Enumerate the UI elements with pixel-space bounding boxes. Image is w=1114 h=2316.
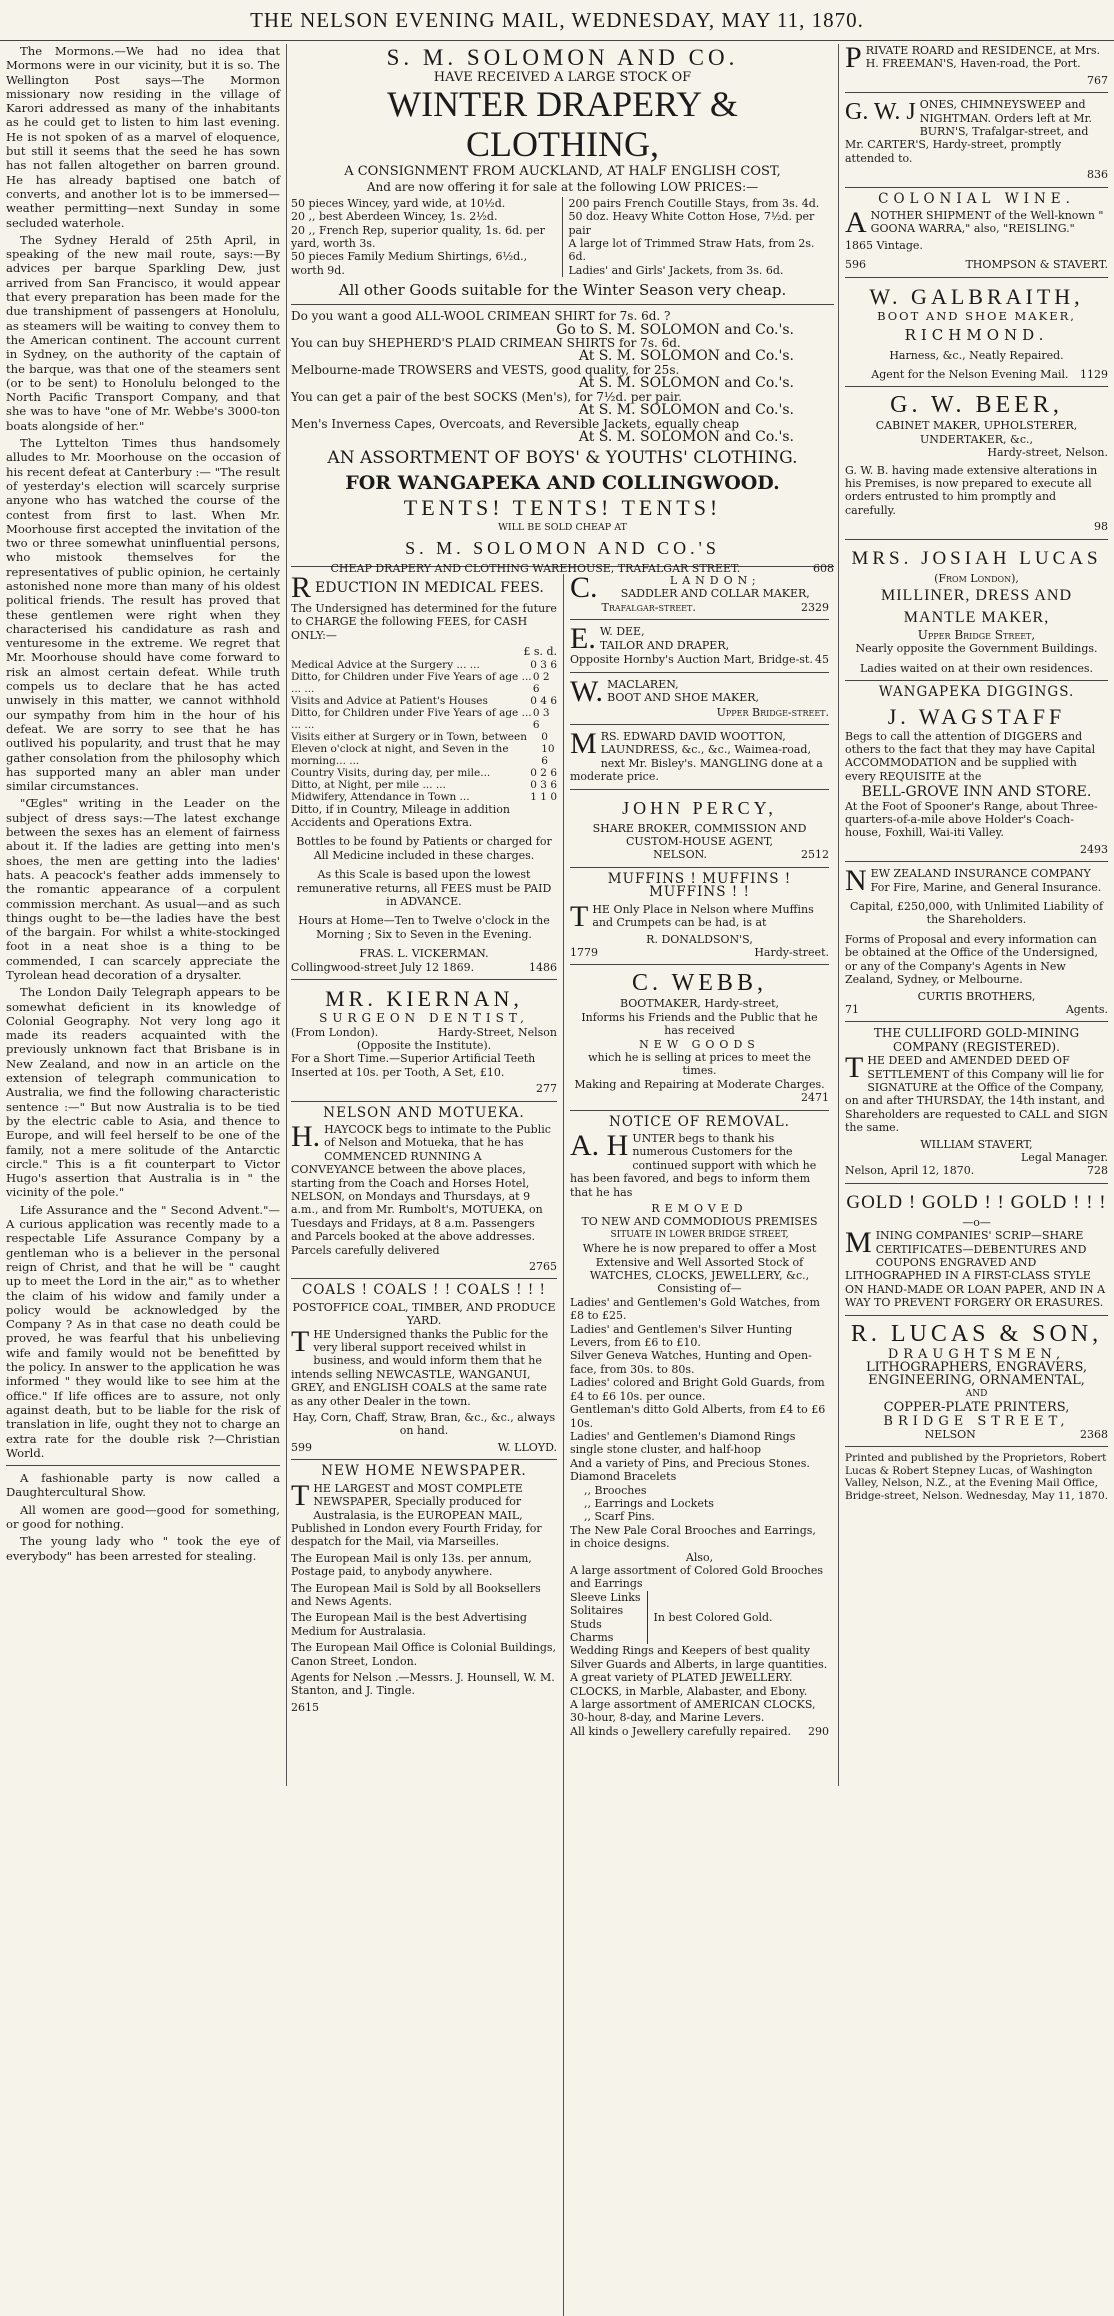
newspaper-ad	[291, 1465, 557, 1714]
fee-value: 0 3 6	[530, 658, 557, 671]
fees-hours: Hours at Home—Ten to Twelve o'clock in the Morning ; Six to Seven in the Evening.	[298, 914, 550, 941]
ornament: —o—	[962, 1215, 991, 1229]
landon-name: LANDON;	[669, 574, 761, 587]
news-mormons: The Mormons.—We had no idea that Mormons were in our vicinity, but it is so. The Wellington Post says—The Mormon missionary now residing in the village of Karori addressed as many of the inhabitants as he could get to listen to him last evening. He is not spoken of as a marvel of eloquence, but still it seems that the seed he has sown has not fallen altogether on barren ground. He has already baptised one batch of converts, and another lot is to be immersed—weather permitting—next Sunday in some secluded waterhole.	[6, 44, 280, 230]
kiernan-role: SURGEON DENTIST,	[319, 1011, 529, 1026]
maclaren-trade: BOOT AND SHOE MAKER,	[607, 691, 760, 705]
item-answer: Go to S. M. SOLOMON and Co.'s.	[556, 321, 794, 338]
hunter-ad	[570, 1113, 829, 1739]
solomon-offering: And are now offering it for sale at the following LOW PRICES:—	[366, 180, 759, 195]
ad-number: 71	[845, 1002, 859, 1016]
drop-cap: C.	[570, 571, 598, 604]
price-line: 50 pieces Family Medium Shirtings, 6½d., worth 9d.	[291, 250, 528, 277]
drop-cap: T	[570, 899, 589, 933]
culliford-text: HE DEED and AMENDED DEED OF SETTLEMENT of this Company will lie for SIGNATURE at the Office of the Company, on and after THURSDAY, the 14th instant, and Shareholders are requested to CALL and SIGN the same.	[845, 1054, 1108, 1135]
lucas-son-name: R. LUCAS & SON,	[850, 1320, 1103, 1347]
newspaper-line: The European Mail is Sold by all Booksellers and News Agents.	[291, 1581, 541, 1608]
drop-cap: A	[845, 206, 867, 240]
beer-trade2: UNDERTAKER, &c.,	[920, 432, 1033, 446]
galbraith-trade: BOOT AND SHOE MAKER,	[877, 308, 1076, 323]
motueka-header: NELSON AND MOTUEKA.	[323, 1104, 525, 1121]
hunter-item: The New Pale Coral Brooches and Earrings, in choice designs.	[570, 1523, 816, 1551]
brace-label: In best Colored Gold.	[653, 1610, 773, 1624]
price-line: 50 pieces Wincey, yard wide, at 10½d.	[291, 196, 506, 210]
price-line: 20 ,, French Rep, superior quality, 1s. 6d. per yard, worth 3s.	[291, 223, 545, 251]
ad-number: 1129	[1080, 367, 1108, 381]
wagstaff-name: J. WAGSTAFF	[887, 703, 1066, 729]
hunter-stock: WATCHES, CLOCKS, JEWELLERY, &c.,	[589, 1269, 810, 1283]
ad-number: 277	[536, 1082, 557, 1096]
hunter-removed: REMOVED	[651, 1202, 748, 1215]
brace-item: Charms	[570, 1631, 614, 1644]
news-mail-route: The Sydney Herald of 25th April, in speaking of the new mail route, says:—By advices per barque Sparkling Dew, just arrived from San Francisco, it would appear that every preparation has been made for the due transhipment of passengers at Honolulu, as steamers will be waiting to convey them to the American continent. The account current in Sydney, on the authority of the captain of the barque, was that one of the steamers sent (or to be sent) to Honolulu belonged to the North Pacific Transport Company, and that she was to have "one of Mr. Webbe's 3000-ton boats alongside of her."	[6, 232, 280, 433]
hunter-also: Also,	[685, 1550, 714, 1564]
solomon-winter: WINTER DRAPERY & CLOTHING,	[387, 84, 738, 165]
news-dress: "Œgles" writing in the Leader on the subject of dress says:—The latest exchange between the sexes has an element of fairness about it. If the ladies are getting into men's shoes, the men are getting into the ladies' hats. A peacock's feather adds immensely to the romantic appearance of a corpulent commission merchant. As usual—and as such things ought to be—the ladies have the best of the bargain. For whilst a white-stockinged foot in a neat shoe is a thing to be commended, I can scarcely appreciate the Tyrolean head decoration of a drysalter.	[6, 796, 280, 982]
lucas-son-line: LITHOGRAPHERS, ENGRAVERS,	[865, 1360, 1088, 1376]
column-2	[291, 571, 557, 2316]
masthead: THE NELSON EVENING MAIL, WEDNESDAY, MAY 11, 1870.	[0, 0, 1114, 41]
price-line: 200 pairs French Coutille Stays, from 3s. 4d.	[568, 196, 820, 210]
galbraith-repair: Harness, &c., Neatly Repaired.	[889, 348, 1064, 362]
drop-cap: M	[570, 727, 597, 761]
mrs-lucas-address: Upper Bridge Street,	[917, 627, 1036, 642]
kiernan-title: MR. KIERNAN,	[325, 986, 523, 1012]
mrs-lucas-ad	[845, 545, 1108, 676]
freeman-ad	[845, 41, 1108, 87]
culliford-header: THE CULLIFORD GOLD-MINING COMPANY (REGISTERED).	[873, 1026, 1080, 1054]
hunter-item: Ladies' and Gentlemen's Gold Watches, from £8 to £25.	[570, 1295, 820, 1323]
item-answer: At S. M. SOLOMON and Co.'s.	[578, 428, 794, 445]
ad-number: 290	[808, 1724, 829, 1738]
galbraith-name: W. GALBRAITH,	[869, 283, 1084, 309]
item-answer: At S. M. SOLOMON and Co.'s.	[578, 402, 794, 419]
dee-name: W. DEE,	[599, 625, 645, 639]
fees-signature: FRAS. L. VICKERMAN.	[359, 947, 489, 961]
fees-title: EDUCTION IN MEDICAL FEES.	[315, 580, 544, 596]
fee-value: 0 3 6	[532, 706, 550, 731]
drop-cap: T	[291, 1478, 310, 1512]
landon-ad	[570, 571, 829, 614]
item-answer: At S. M. SOLOMON and Co.'s.	[578, 348, 794, 365]
insurance-capital: Capital, £250,000, with Unlimited Liability of the Shareholders.	[849, 900, 1104, 927]
drop-cap: T	[845, 1051, 864, 1085]
brace-item: Sleeve Links	[570, 1590, 641, 1604]
ad-number: 2329	[801, 600, 829, 614]
coals-signature: W. LLOYD.	[497, 1440, 557, 1454]
fee-value: 0 4 6	[530, 694, 557, 707]
webb-name: C. WEBB,	[632, 970, 767, 997]
hunter-wedding: Wedding Rings and Keepers of best quality Silver Guards and Alberts, in large quantities.	[570, 1644, 828, 1671]
fees-bottles: Bottles to be found by Patients or charged for All Medicine included in these charges.	[296, 835, 552, 862]
solomon-received: HAVE RECEIVED A LARGE STOCK OF	[433, 70, 692, 85]
hunter-header: NOTICE OF REMOVAL.	[609, 1113, 790, 1130]
wine-signature: THOMPSON & STAVERT.	[965, 258, 1108, 272]
imprint: Printed and published by the Proprietors, Robert Lucas & Robert Stepney Lucas, of Washington Valley, Nelson, N.Z., at the Evening Mail Office, Bridge-street, Nelson. Wednesday, May 11, 1870.	[845, 1452, 1108, 1502]
solomon-ad	[291, 44, 834, 575]
ad-number: 596	[845, 258, 866, 272]
wine-header: COLONIAL WINE.	[878, 190, 1075, 207]
webb-ad	[570, 970, 829, 1104]
hunter-item: Diamond Bracelets	[570, 1470, 677, 1484]
solomon-warehouse: CHEAP DRAPERY AND CLOTHING WAREHOUSE, TRAFALGAR STREET.	[330, 561, 741, 575]
dee-address: Opposite Hornby's Auction Mart, Bridge-st.	[570, 653, 813, 667]
solomon-other: All other Goods suitable for the Winter Season very cheap.	[338, 281, 787, 300]
motueka-text: HAYCOCK begs to intimate to the Public of Nelson and Motueka, that he has COMMENCED RUNNING A CONVEYANCE between the above places, starting from the Coach and Horses Hotel, NELSON, on Mondays and Thursdays, at 9 a.m., and from Mr. Rumbolt's, MOTUEKA, on Tuesdays and Fridays, at 8 a.m. Passengers and Parcels booked at the above addresses. Parcels carefully delivered	[291, 1122, 551, 1257]
fee-item: Ditto, at Night, per mile ... ...	[291, 778, 446, 791]
price-line: Ladies' and Girls' Jackets, from 3s. 6d.	[568, 263, 784, 277]
dee-trade: TAILOR AND DRAPER,	[599, 638, 730, 652]
solomon-consignment: A CONSIGNMENT FROM AUCKLAND, AT HALF ENGLISH COST,	[344, 164, 781, 180]
coals-header: COALS ! COALS ! ! COALS ! ! !	[302, 1282, 546, 1299]
price-line: 50 doz. Heavy White Cotton Hose, 7½d. per pair	[568, 210, 815, 237]
ad-number: 2765	[529, 1260, 557, 1273]
mrs-lucas-ladies: Ladies waited on at their own residences.	[860, 661, 1093, 675]
kiernan-opposite: (Opposite the Institute).	[356, 1038, 492, 1052]
drop-cap: G. W. J	[845, 99, 916, 126]
galbraith-ad	[845, 283, 1108, 382]
wine-ad	[845, 190, 1108, 272]
solomon-prices	[291, 197, 834, 277]
news-column	[6, 44, 280, 1786]
hunter-brooches: A large assortment of Colored Gold Brooches and Earrings	[570, 1563, 824, 1591]
hunter-item: Ladies' and Gentlemen's Silver Hunting Levers, from £6 to £10.	[570, 1322, 793, 1350]
news-fashionable: A fashionable party is now called a Daughtercultural Show.	[6, 1471, 280, 1500]
culliford-role: Legal Manager.	[1021, 1150, 1108, 1164]
newspaper-agents: Agents for Nelson .—Messrs. J. Hounsell, W. M. Stanton, and J. Tingle.	[291, 1670, 555, 1698]
galbraith-agent: Agent for the Nelson Evening Mail.	[871, 367, 1069, 381]
ad-number: 1486	[529, 960, 557, 974]
lucas-son-place: NELSON	[924, 1428, 976, 1442]
hunter-item: Ladies' colored and Bright Gold Guards, from £4 to £6 10s. per ounce.	[570, 1376, 825, 1403]
hunter-clocks: CLOCKS, in Marble, Alabaster, and Ebony.	[570, 1684, 808, 1698]
ad-number: 728	[1087, 1164, 1108, 1178]
muffins-ad	[570, 870, 829, 959]
brace-item: Solitaires	[570, 1604, 624, 1618]
insurance-ad	[845, 864, 1108, 1016]
solomon-tents: TENTS! TENTS! TENTS!	[403, 495, 722, 521]
hunter-item: Ladies' and Gentlemen's Diamond Rings single stone cluster, and half-hoop	[570, 1429, 796, 1457]
hunter-item: ,, Earrings and Lockets	[584, 1496, 714, 1510]
drop-cap: H.	[291, 1119, 321, 1153]
wine-text: NOTHER SHIPMENT of the Well-known " GOONA WARRA," also, "REISLING."	[870, 209, 1104, 236]
newspaper-line: The European Mail is only 13s. per annum, Postage paid, to anybody anywhere.	[291, 1551, 532, 1579]
muffins-shop: R. DONALDSON'S,	[646, 932, 753, 946]
price-line: 20 ,, best Aberdeen Wincey, 1s. 2½d.	[291, 210, 498, 224]
lucas-son-line: COPPER-PLATE PRINTERS,	[883, 1400, 1070, 1416]
lucas-son-and: AND	[965, 1388, 988, 1399]
insurance-agents: Agents.	[1065, 1002, 1108, 1016]
solomon-cheap: WILL BE SOLD CHEAP AT	[498, 522, 627, 534]
landon-trade: SADDLER AND COLLAR MAKER,	[620, 587, 810, 601]
hunter-item: Gentleman's ditto Gold Alberts, from £4 to £6 10s.	[570, 1403, 826, 1430]
freeman-text: RIVATE ROARD and RESIDENCE, at Mrs. H. FREEMAN'S, Haven-road, the Port.	[865, 44, 1100, 71]
fee-value: 1 1 0	[530, 790, 557, 803]
culliford-signature: WILLIAM STAVERT,	[920, 1137, 1033, 1151]
beer-text: G. W. B. having made extensive alterations in his Premises, is now prepared to execute all orders entrusted to him promptly and carefully.	[845, 463, 1098, 517]
wine-vintage: 1865 Vintage.	[845, 238, 923, 252]
motueka-ad	[291, 1104, 557, 1274]
percy-name: JOHN PERCY,	[622, 797, 777, 818]
column-4	[838, 41, 1108, 1786]
lucas-son-ad	[845, 1321, 1108, 1442]
ad-number: 2368	[1080, 1428, 1108, 1442]
fees-intro: The Undersigned has determined for the future to CHARGE the following FEES, for CASH ONLY:—	[291, 602, 557, 642]
drop-cap: T	[291, 1324, 310, 1358]
muffins-text: HE Only Place in Nelson where Muffins and Crumpets can be had, is at	[592, 902, 814, 930]
fee-value: 0 10 6	[541, 730, 555, 767]
fees-country: Ditto, if in Country, Mileage in addition Accidents and Operations Extra.	[291, 802, 510, 830]
drop-cap: R	[291, 571, 312, 604]
culliford-ad	[845, 1027, 1108, 1177]
drop-cap: P	[845, 41, 862, 74]
mrs-lucas-opposite: Nearly opposite the Government Buildings.	[855, 642, 1098, 656]
price-line: A large lot of Trimmed Straw Hats, from 2s. 6d.	[568, 237, 815, 264]
fee-item: Ditto, for Children under Five Years of age ... ... ...	[291, 670, 532, 695]
fees-place: Collingwood-street July 12 1869.	[291, 960, 475, 974]
newspaper-line: The European Mail Office is Colonial Buildings, Canon Street, London.	[291, 1641, 557, 1668]
culliford-date: Nelson, April 12, 1870.	[845, 1164, 975, 1178]
kiernan-ad	[291, 985, 557, 1095]
kiernan-text: For a Short Time.—Superior Artificial Teeth Inserted at 10s. per Tooth, A Set, £10.	[291, 1052, 536, 1079]
divider	[6, 1465, 280, 1466]
wagstaff-foot: At the Foot of Spooner's Range, about Three-quarters-of-a-mile above Holder's Coach-house, Foxhill, Wai-iti Valley.	[845, 799, 1098, 840]
item-question: You can get a pair of the best SOCKS (Men's), for 7½d. per pair.	[291, 389, 683, 404]
wagstaff-inn: BELL-GROVE INN AND STORE.	[861, 784, 1092, 801]
hunter-item: ,, Scarf Pins.	[584, 1510, 655, 1524]
muffins-header: MUFFINS ! MUFFINS ! MUFFINS ! !	[607, 870, 792, 901]
wagstaff-text: Begs to call the attention of DIGGERS and others to the fact that they may have Capital ACCOMMODATION and be supplied with every REQUISITE at the	[845, 729, 1096, 783]
fee-value: 0 2 6	[530, 766, 557, 779]
webb-trade: BOOTMAKER, Hardy-street,	[619, 997, 780, 1011]
ad-number: 608	[813, 561, 834, 575]
item-question: Men's Inverness Capes, Overcoats, and Reversible Jackets, equally cheap	[291, 416, 740, 431]
coals-hay: Hay, Corn, Chaff, Straw, Bran, &c., &c., always on hand.	[292, 1411, 556, 1438]
news-women: All women are good—good for something, or good for nothing.	[6, 1502, 280, 1531]
hunter-situate: SITUATE IN LOWER BRIDGE STREET,	[610, 1229, 789, 1240]
fee-item: Visits either at Surgery or in Town, between Eleven o'clock at night, and Seven in the morning... ...	[291, 730, 527, 767]
webb-selling: which he is selling at prices to meet the times.	[588, 1050, 811, 1078]
ad-number: 767	[1087, 73, 1108, 87]
gold-header: GOLD ! GOLD ! ! GOLD ! ! !	[846, 1191, 1107, 1213]
fees-currency-head: £ s. d.	[523, 645, 557, 659]
ad-number: 1779	[570, 945, 598, 959]
insurance-text: EW ZEALAND INSURANCE COMPANY For Fire, Marine, and General Insurance.	[870, 867, 1102, 894]
news-moorhouse: The Lyttelton Times thus handsomely alludes to Mr. Moorhouse on the occasion of his recent defeat at Canterbury :— "The result of yesterday's election will scarcely surprise anyone who has watched the course of the contest from first to last. When Mr. Moorhouse first accepted the invitation of the two or three somewhat uninfluential persons, who mistook themselves for the representatives of public opinion, he certainly astonished none more than many of his oldest political friends. The result has proved that these gentlemen were right when they characterised his candidature as rash and venturesome in the extreme. We regret that Mr. Moorhouse should have come forward to risk an almost certain defeat. While truth compels us to declare that he has acted unwisely in this matter, we cannot withhold our sympathy from him in the hour of his defeat. We are sorry to see that he has outlived his popularity, and trust that he may gather consolation from the philosophy which has supported many an abler man under similar circumstances.	[6, 436, 280, 794]
center-columns	[286, 44, 834, 1786]
item-question: Melbourne-made TROWSERS and VESTS, good quality, for 25s.	[291, 362, 680, 377]
maclaren-name: MACLAREN,	[607, 677, 679, 691]
coals-text: HE Undersigned thanks the Public for the very liberal support received whilst in business, and would inform them that he intends selling NEWCASTLE, WANGANUI, GREY, and ENGLISH COALS at the same rate as any other Dealer in the town.	[291, 1327, 549, 1408]
wagstaff-ad	[845, 686, 1108, 856]
hunter-where: Where he is now prepared to offer a Most Extensive and Well Assorted Stock of	[582, 1242, 817, 1269]
item-answer: At S. M. SOLOMON and Co.'s.	[578, 375, 794, 392]
jones-ad	[845, 98, 1108, 181]
beer-trade: CABINET MAKER, UPHOLSTERER,	[875, 419, 1078, 433]
ad-number: 2615	[291, 1700, 319, 1714]
ad-number: 45	[815, 653, 829, 667]
drop-cap: N	[845, 864, 867, 898]
fee-item: Medical Advice at the Surgery ... ...	[291, 658, 480, 671]
wootton-text: RS. EDWARD DAVID WOOTTON, LAUNDRESS, &c., &c., Waimea-road, next Mr. Bisley's. MANGLING done at a moderate price.	[570, 730, 823, 784]
mrs-lucas-name: MRS. JOSIAH LUCAS	[851, 547, 1102, 569]
news-geography: The London Daily Telegraph appears to be somewhat deficient in its knowledge of Colonial Geography. Not very long ago it made its readers acquainted with the previously unknown fact that Brisbane is in New Zealand, and now in an article on the extension of telegraph communication to Australia, we find the following characteristic sentence :—" But now Australia is to be tied by the electric cable to Asia, and thence to Europe, and will feel herself to be one of the family, not a mere solitude of the Antarctic circle." This is a fit counterpart to Victor Hugo's assertion that Australia is in " the vicinity of the pole."	[6, 985, 280, 1200]
newspaper-line: The European Mail is the best Advertising Medium for Australasia.	[291, 1611, 527, 1638]
wootton-ad	[570, 727, 829, 784]
webb-making: Making and Repairing at Moderate Charges.	[574, 1077, 825, 1091]
coals-ad	[291, 1284, 557, 1454]
insurance-signature: CURTIS BROTHERS,	[917, 989, 1036, 1003]
gold-text: INING COMPANIES' SCRIP—SHARE CERTIFICATES—DEBENTURES AND COUPONS ENGRAVED AND LITHOGRAPHED IN A FIRST-CLASS STYLE ON HAND-MADE OR LOAN PAPER, AND IN A WAY TO PREVENT FORGERY OR ERASURES.	[845, 1229, 1106, 1310]
kiernan-from: (From London).	[291, 1025, 379, 1039]
lucas-son-line: BRIDGE STREET,	[883, 1413, 1070, 1429]
drop-cap: M	[845, 1226, 872, 1260]
webb-goods: NEW GOODS	[639, 1037, 760, 1051]
lucas-son-line: DRAUGHTSMEN,	[887, 1346, 1066, 1362]
solomon-wangapeka: FOR WANGAPEKA AND COLLINGWOOD.	[345, 472, 780, 495]
hunter-american: A large assortment of AMERICAN CLOCKS, 30-hour, 8-day, and Marine Levers.	[570, 1698, 816, 1725]
fee-item: Ditto, for Children under Five Years of age ... ... ...	[291, 706, 532, 731]
fee-item: Visits and Advice at Patient's Houses	[291, 694, 488, 707]
solomon-boys: AN ASSORTMENT OF BOYS' & YOUTHS' CLOTHING.	[327, 448, 798, 469]
wagstaff-header: WANGAPEKA DIGGINGS.	[878, 684, 1075, 701]
ad-number: 2512	[801, 848, 829, 862]
mrs-lucas-trade: MILLINER, DRESS AND MANTLE MAKER,	[880, 586, 1072, 626]
solomon-name: S. M. SOLOMON AND CO.	[386, 45, 739, 70]
column-3	[563, 571, 829, 2316]
hunter-item: Silver Geneva Watches, Hunting and Open-face, from 30s. to 80s.	[570, 1349, 812, 1376]
webb-inform: Informs his Friends and the Public that he has received	[581, 1010, 818, 1038]
news-life-assurance: Life Assurance and the " Second Advent."—A curious application was recently made to a respectable Life Assurance Company by a gentleman who is a believer in the personal reign of Christ, and that he will be " caught up to meet the Lord in the air," as to whether the claim of his widow and family under a policy would be acknowledged by the Company ? As in that case no death could be proved, he was fearful that his unbelieving wife and family would not be benefitted by the policy. In answer to the application he was informed " they would like to see him at the office." If life offices are to assure, not only against death, but to be liable for the risk of translation in life, ought they not to charge an extra rate for the double risk ?—Christian World.	[6, 1202, 280, 1460]
beer-ad	[845, 392, 1108, 533]
mrs-lucas-from: (From London),	[934, 571, 1019, 585]
hunter-repaired: All kinds o Jewellery carefully repaired.	[570, 1724, 791, 1738]
hunter-brace-group	[570, 1591, 829, 1645]
ad-number: 836	[1087, 168, 1108, 182]
news-young-lady: The young lady who " took the eye of everybody" has been arrested for stealing.	[6, 1534, 280, 1563]
insurance-forms: Forms of Proposal and every information can be obtained at the Office of the Undersigned, or any of the Company's Agents in New Zealand, Sydney, or Melbourne.	[845, 932, 1099, 987]
beer-address: Hardy-street, Nelson.	[987, 446, 1108, 460]
jones-text: ONES, CHIMNEYSWEEP and NIGHTMAN. Orders left at Mr. BURN'S, Trafalgar-street, and Mr. CARTER'S, Hardy-street, promptly attended to.	[845, 98, 1093, 165]
maclaren-ad	[570, 674, 829, 719]
fees-scale: As this Scale is based upon the lowest remunerative returns, all FEES must be PAID in ADVANCE.	[296, 868, 552, 909]
lucas-son-line: ENGINEERING, ORNAMENTAL,	[868, 1373, 1085, 1389]
drop-cap: E.	[570, 622, 596, 656]
muffins-address: Hardy-street.	[754, 945, 829, 959]
ad-number: 2493	[1080, 842, 1108, 856]
hunter-premises: TO NEW AND COMMODIOUS PREMISES	[581, 1215, 818, 1229]
newspaper-text: HE LARGEST and MOST COMPLETE NEWSPAPER, Specially produced for Australasia, is the EUROPEAN MAIL, Published in London every Fourth Friday, for despatch for the Mail, via Marseilles.	[291, 1481, 542, 1549]
hunter-item: ,, Brooches	[584, 1483, 647, 1497]
hunter-consisting: Consisting of—	[657, 1282, 742, 1296]
ad-number: 98	[1094, 520, 1108, 534]
ad-number: 2471	[801, 1091, 829, 1105]
kiernan-address: Hardy-Street, Nelson	[437, 1025, 557, 1039]
drop-cap: W.	[570, 674, 604, 708]
percy-place: NELSON.	[653, 848, 708, 862]
item-question: Do you want a good ALL-WOOL CRIMEAN SHIRT for 7s. 6d. ?	[291, 309, 671, 324]
percy-trade: SHARE BROKER, COMMISSION AND CUSTOM-HOUSE AGENT,	[592, 821, 807, 849]
galbraith-place: RICHMOND.	[904, 326, 1049, 345]
dee-ad	[570, 622, 829, 667]
solomon-name2: S. M. SOLOMON AND CO.'S	[405, 537, 720, 558]
item-question: You can buy SHEPHERD'S PLAID CRIMEAN SHIRTS for 7s. 6d.	[291, 336, 681, 351]
fee-value: 0 2 6	[532, 670, 550, 695]
fee-value: 0 3 6	[530, 778, 557, 791]
percy-ad	[570, 795, 829, 862]
newspaper-header: NEW HOME NEWSPAPER.	[321, 1463, 527, 1480]
gold-ad	[845, 1189, 1108, 1310]
ad-number: 599	[291, 1440, 312, 1454]
solomon-items	[291, 310, 834, 444]
fee-item: Country Visits, during day, per mile...	[291, 766, 491, 779]
beer-name: G. W. BEER,	[890, 392, 1063, 419]
fees-ad	[291, 571, 557, 974]
landon-address: Trafalgar-street.	[601, 600, 696, 614]
drop-cap: A. H	[570, 1128, 629, 1162]
maclaren-address: Upper Bridge-street.	[716, 705, 829, 719]
hunter-text: UNTER begs to thank his numerous Customers for the continued support with which he has been favored, and begs to inform them that he has	[570, 1131, 817, 1199]
hunter-plated: A great variety of PLATED JEWELLERY.	[570, 1671, 793, 1685]
fee-item: Midwifery, Attendance in Town ...	[291, 790, 470, 803]
hunter-item: And a variety of Pins, and Precious Stones.	[570, 1456, 810, 1470]
brace-item: Studs	[570, 1617, 602, 1631]
coals-sub: POSTOFFICE COAL, TIMBER, AND PRODUCE YARD.	[292, 1300, 556, 1328]
